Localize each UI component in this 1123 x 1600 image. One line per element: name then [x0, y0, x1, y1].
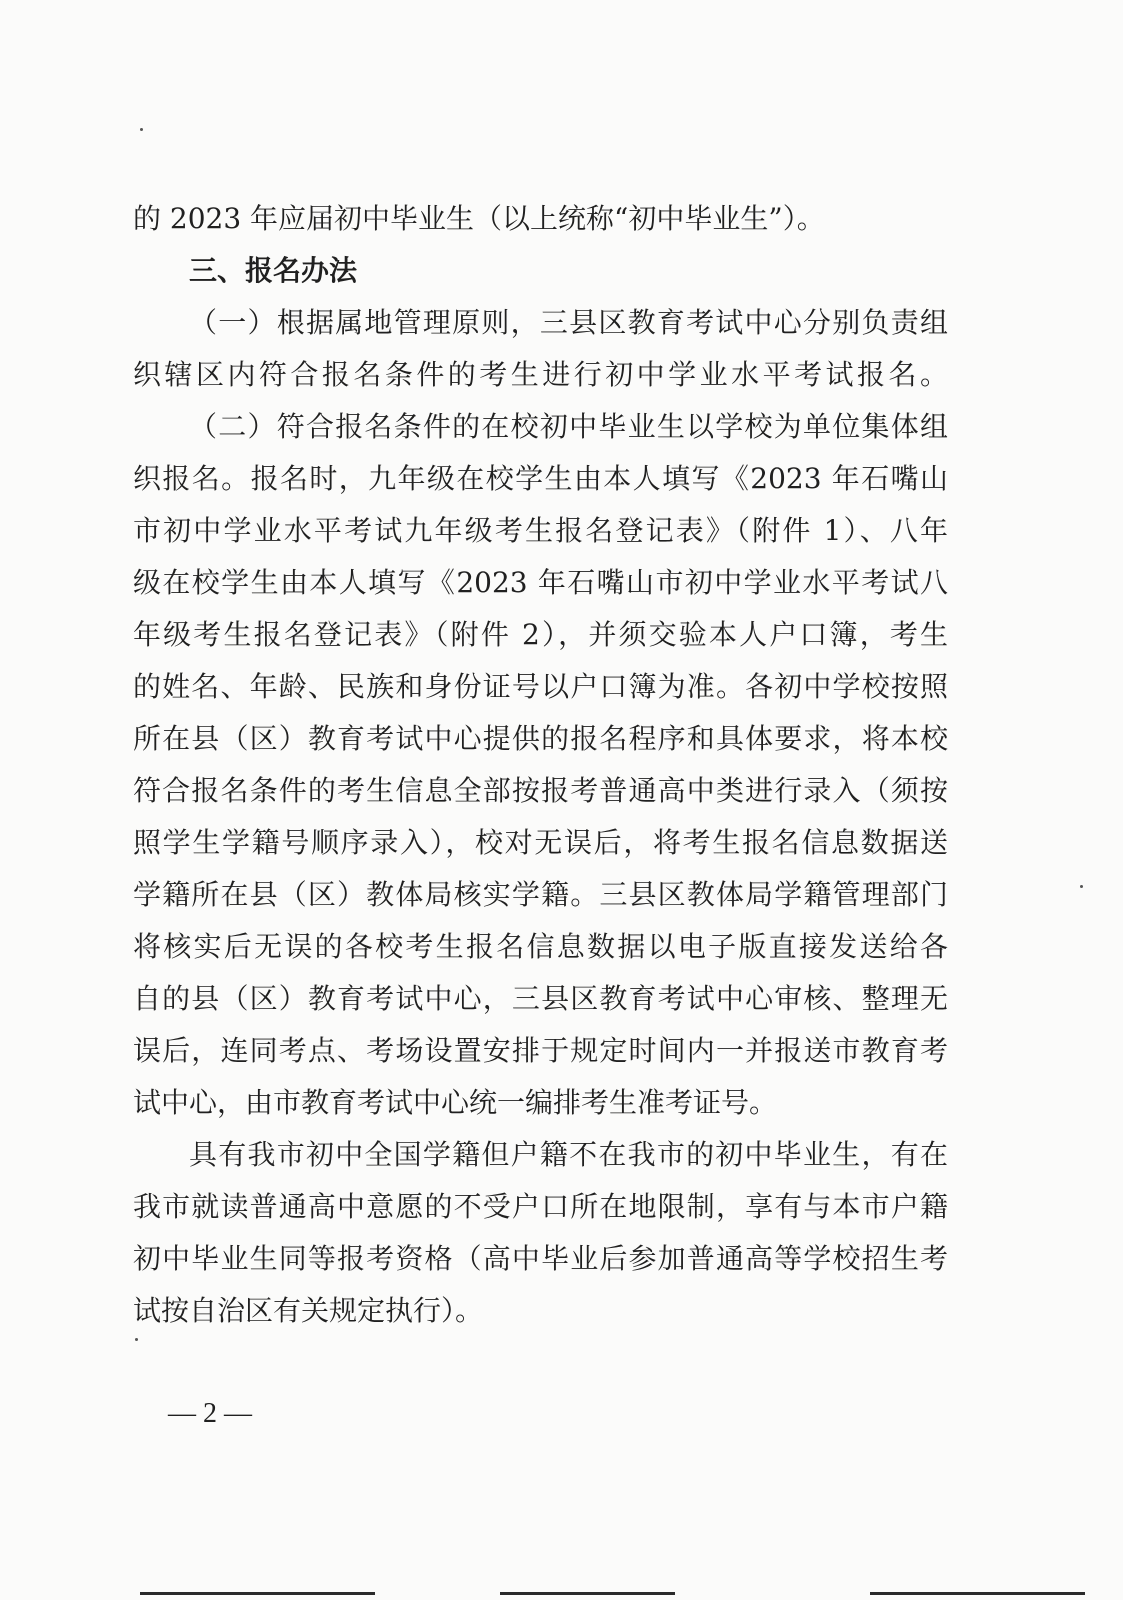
text-line: 照学生学籍号顺序录入），校对无误后，将考生报名信息数据送 — [133, 826, 948, 859]
scan-speck — [1080, 885, 1083, 888]
text-line: 试中心，由市教育考试中心统一编排考生准考证号。 — [133, 1086, 778, 1119]
text-line: （一）根据属地管理原则，三县区教育考试中心分别负责组 — [189, 306, 948, 339]
text-line: 年级考生报名登记表》（附件 2），并须交验本人户口簿，考生 — [133, 618, 948, 651]
text-line: 我市就读普通高中意愿的不受户口所在地限制，享有与本市户籍 — [133, 1190, 948, 1223]
scan-speck — [135, 1338, 138, 1341]
text-line: 试按自治区有关规定执行）。 — [133, 1294, 484, 1327]
text-line: 织报名。报名时，九年级在校学生由本人填写《2023 年石嘴山 — [133, 462, 948, 495]
page-number: — 2 — — [168, 1398, 252, 1429]
scan-edge-line — [500, 1592, 675, 1595]
text-line: 学籍所在县（区）教体局核实学籍。三县区教体局学籍管理部门 — [133, 878, 948, 911]
scan-speck — [140, 128, 143, 131]
text-line: 级在校学生由本人填写《2023 年石嘴山市初中学业水平考试八 — [133, 566, 948, 599]
scan-edge-line — [870, 1592, 1085, 1595]
text-line: 误后，连同考点、考场设置安排于规定时间内一并报送市教育考 — [133, 1034, 948, 1067]
text-line: 织辖区内符合报名条件的考生进行初中学业水平考试报名。 — [133, 358, 948, 391]
text-line: 自的县（区）教育考试中心，三县区教育考试中心审核、整理无 — [133, 982, 948, 1015]
text-line: 市初中学业水平考试九年级考生报名登记表》（附件 1）、八年 — [133, 514, 948, 547]
text-line: 符合报名条件的考生信息全部按报考普通高中类进行录入（须按 — [133, 774, 948, 807]
text-line: 初中毕业生同等报考资格（高中毕业后参加普通高等学校招生考 — [133, 1242, 948, 1275]
text-line: 具有我市初中全国学籍但户籍不在我市的初中毕业生，有在 — [189, 1138, 948, 1171]
section-heading: 三、报名办法 — [189, 254, 358, 287]
text-line: （二）符合报名条件的在校初中毕业生以学校为单位集体组 — [189, 410, 948, 443]
text-line: 将核实后无误的各校考生报名信息数据以电子版直接发送给各 — [133, 930, 948, 963]
document-body — [133, 193, 948, 1337]
text-line: 的姓名、年龄、民族和身份证号以户口簿为准。各初中学校按照 — [133, 670, 948, 703]
text-line: 的 2023 年应届初中毕业生（以上统称“初中毕业生”）。 — [133, 202, 825, 235]
text-line: 所在县（区）教育考试中心提供的报名程序和具体要求，将本校 — [133, 722, 948, 755]
scan-edge-line — [140, 1592, 375, 1595]
